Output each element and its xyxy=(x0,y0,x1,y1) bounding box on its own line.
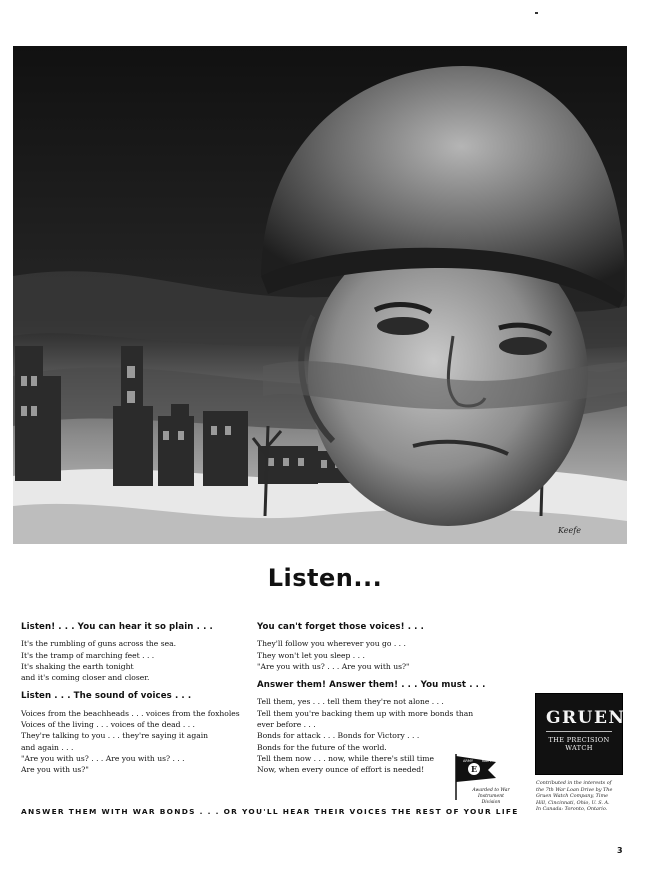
brand-name: GRUEN xyxy=(546,708,612,732)
gruen-logo xyxy=(535,693,626,775)
section-heading: Answer them! Answer them! . . . You must . . . xyxy=(257,680,486,691)
body-line: It's the tramp of marching feet . . . xyxy=(21,650,155,660)
section-heading: Listen . . . The sound of voices . . . xyxy=(21,691,192,702)
body-line: "Are you with us? . . . Are you with us?" xyxy=(257,661,410,671)
body-line: Tell them, yes . . . tell them they're not alone . . . xyxy=(257,697,444,707)
section-heading: You can't forget those voices! . . . xyxy=(257,622,424,632)
print-mark xyxy=(535,12,538,14)
svg-text:E: E xyxy=(470,764,478,774)
body-line: Voices from the beachheads . . . voices from the foxholes xyxy=(21,708,240,718)
contribution-line: Hill, Cincinnati, Ohio, U. S. A. xyxy=(536,799,610,806)
body-line: It's the rumbling of guns across the sea. xyxy=(21,639,177,649)
body-line: Now, when every ounce of effort is needed! xyxy=(257,765,425,775)
section-heading: Listen! . . . You can hear it so plain . . . xyxy=(21,622,213,632)
body-line: They won't let you sleep . . . xyxy=(257,650,365,660)
body-line: Tell them now . . . now, while there's still time xyxy=(257,753,434,763)
body-line: It's shaking the earth tonight xyxy=(21,661,134,671)
body-line: "Are you with us? . . . Are you with us? . . . xyxy=(21,753,185,763)
brand-tagline: THE PRECISION WATCH xyxy=(548,736,610,752)
artist-signature: Keefe xyxy=(558,526,581,535)
footer-slogan: ANSWER THEM WITH WAR BONDS . . . OR YOU'LL HEAR THEIR VOICES THE REST OF YOUR LIFE xyxy=(21,807,519,816)
headline: Listen... xyxy=(267,564,383,592)
body-line: They'll follow you wherever you go . . . xyxy=(257,639,406,649)
body-line: Bonds for the future of the world. xyxy=(257,742,387,752)
body-line: Voices of the living . . . voices of the dead . . . xyxy=(21,720,195,730)
flag-caption: Awarded to War Instrument Division xyxy=(472,788,510,805)
page-number: 3 xyxy=(617,846,623,855)
body-line: and it's coming closer and closer. xyxy=(21,673,150,683)
flag-text: NAVY xyxy=(482,759,492,763)
left-column xyxy=(21,622,247,776)
body-line: Are you with us?" xyxy=(21,765,89,775)
body-line: Tell them you're backing them up with more bonds than xyxy=(257,708,474,718)
flag-text: ARMY xyxy=(463,759,473,763)
body-line: They're talking to you . . . they're saying it again xyxy=(21,731,209,741)
contribution-line: Contributed in the interests of xyxy=(536,780,612,786)
body-line: Bonds for attack . . . Bonds for Victory . . . xyxy=(257,731,420,741)
body-line: and again . . . xyxy=(21,742,74,752)
soldier-illustration xyxy=(13,46,627,544)
contribution-line: In Canada: Toronto, Ontario. xyxy=(536,806,608,813)
contribution-line: the 7th War Loan Drive by The xyxy=(536,786,613,793)
contribution-note xyxy=(536,780,628,813)
contribution-line: Gruen Watch Company, Time xyxy=(536,793,609,800)
body-line: ever before . . . xyxy=(257,720,316,730)
